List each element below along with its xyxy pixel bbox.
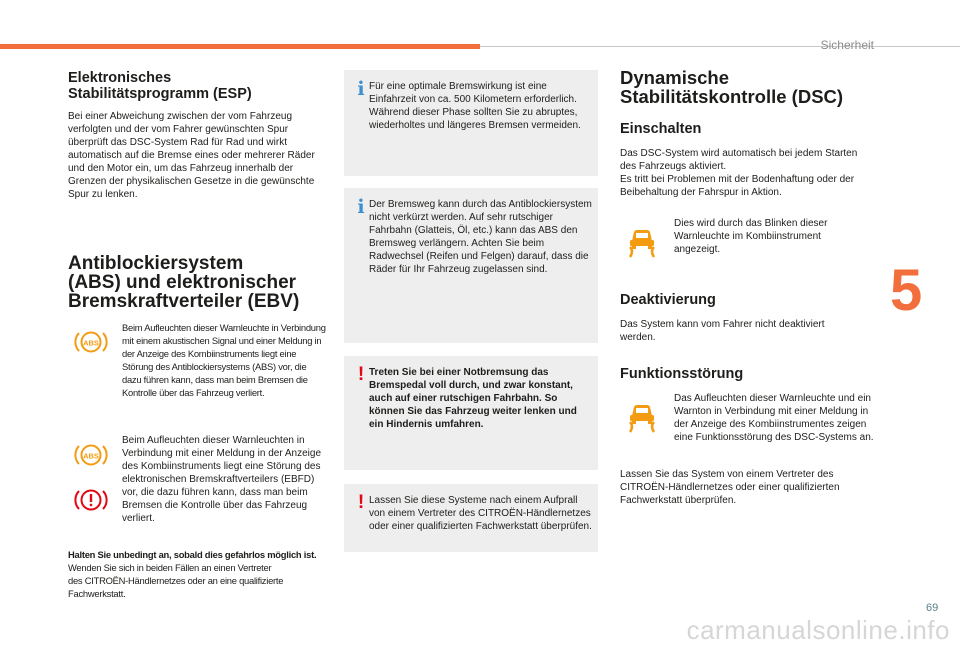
abs-icon-label: ABS	[83, 338, 99, 348]
abs-icon-label: ABS	[83, 451, 99, 461]
page-number: 69	[926, 602, 939, 614]
abs-warning-1	[68, 321, 324, 425]
header-rule	[480, 46, 960, 47]
abs-warning-icon	[74, 441, 108, 469]
info-icon: i	[357, 196, 365, 218]
warning-icon: !	[357, 364, 365, 385]
info-box-2-text: Der Bremsweg kann durch das Antiblockiersystem nicht verkürzt werden. Auf sehr rutschiger Fahrbahn (Glatteis, Öl, etc.) kann das ABS den Bremsweg verlängern. Achten Sie beim Radwechsel (Reifen und Felgen) darauf, dass die Räder für Ihr Fahrzeug zugelassen sind.	[369, 199, 592, 275]
warning-box-2-text: Lassen Sie diese Systeme nach einem Aufprall von einem Vertreter des CITROËN-Händlernetzes oder einer qualifizierten Fachwerkstatt überprüfen.	[369, 495, 592, 532]
esp-title-line2: Stabilitätsprogramm (ESP)	[68, 86, 252, 102]
dsc-on-indicator	[620, 217, 875, 272]
info-box-2	[344, 188, 598, 343]
section-title: Sicherheit	[820, 38, 874, 52]
dsc-fault-indicator-text: Das Aufleuchten dieser Warnleuchte und ein Warnton in Verbindung mit einer Meldung in der Anzeige des Kombiinstrumentes zeigen eine Funktionsstörung des DSC-Systems an.	[674, 393, 874, 443]
abs-title-line2: (ABS) und elektronischer	[68, 272, 297, 293]
abs-warning-1-text: Beim Aufleuchten dieser Warnleuchte in Verbindung mit einem akustischen Signal und einer Meldung in der Anzeige des Kombiinstruments liegt eine Störung des Antiblockiersystems (ABS) vor, die dazu führen kann, dass man beim Bremsen die Kontrolle über das Fahrzeug verliert.	[122, 322, 326, 398]
dsc-title	[620, 68, 875, 106]
abs-title-line3: Bremskraftverteiler (EBV)	[68, 291, 300, 312]
warning-icon: !	[357, 492, 365, 513]
esp-body: Bei einer Abweichung zwischen der vom Fahrzeug verfolgten und der vom Fahrer gewünschten Spur überprüft das DSC-System Rad für Rad und wirkt automatisch auf die Bremse eines oder mehrerer Räder und den Motor ein, um das Fahrzeug innerhalb der Grenzen der physikalischen Gesetze in die gewünschte Spur zu lenken.	[68, 111, 315, 200]
dsc-fault-body: Lassen Sie das System von einem Vertreter des CITROËN-Händlernetzes oder einer qualifizierten Fachwerkstatt überprüfen.	[620, 469, 840, 506]
skid-car-icon	[624, 398, 660, 434]
dsc-on-body-1: Das DSC-System wird automatisch bei jedem Starten des Fahrzeugs aktiviert.	[620, 148, 858, 172]
info-box-1	[344, 70, 598, 176]
info-box-1-text: Für eine optimale Bremswirkung ist eine Einfahrzeit von ca. 500 Kilometern erforderlich. Während dieser Phase sollten Sie zu abruptes, wiederholtes und längeres Bremsen vermeiden.	[369, 81, 581, 131]
abs-warning-2-text: Beim Aufleuchten dieser Warnleuchten in Verbindung mit einer Meldung in der Anzeige des Kombiinstruments liegt eine Störung des elektronischen Bremskraftverteilers (EBFD) vor, die dazu führen kann, dass man beim Bremsen die Kontrolle über das Fahrzeug verliert.	[122, 435, 322, 524]
chapter-number: 5	[890, 258, 923, 323]
left-column	[68, 70, 324, 600]
dsc-off-title: Deaktivierung	[620, 292, 716, 308]
abs-note-bold: Halten Sie unbedingt an, sobald dies gefahrlos möglich ist.	[68, 549, 317, 560]
abs-warning-icon	[74, 328, 108, 356]
watermark: carmanualsonline.info	[686, 615, 950, 645]
brake-warning-icon	[74, 486, 108, 514]
warning-box-1-text: Treten Sie bei einer Notbremsung das Bremspedal voll durch, und zwar konstant, auch auf einer rutschigen Fahrbahn. So können Sie das Fahrzeug weiter lenken und ein Hindernis umfahren.	[369, 367, 577, 430]
abs-title-line1: Antiblockiersystem	[68, 253, 244, 274]
dsc-on-indicator-text: Dies wird durch das Blinken dieser Warnleuchte im Kombiinstrument angezeigt.	[674, 218, 828, 255]
right-column	[620, 68, 875, 507]
abs-warning-2	[68, 434, 324, 542]
header-accent-bar	[0, 44, 480, 49]
dsc-on-title: Einschalten	[620, 121, 702, 137]
dsc-title-line1: Dynamische	[620, 67, 729, 88]
abs-note: Wenden Sie sich in beiden Fällen an einen Vertreter des CITROËN-Händlernetzes oder an eine qualifizierte Fachwerkstatt.	[68, 562, 284, 599]
info-icon: i	[357, 78, 365, 100]
warning-box-2	[344, 484, 598, 552]
dsc-fault-indicator	[620, 392, 875, 464]
abs-title	[68, 254, 324, 311]
dsc-fault-title: Funktionsstörung	[620, 366, 744, 382]
dsc-title-line2: Stabilitätskontrolle (DSC)	[620, 86, 844, 107]
warning-box-1	[344, 356, 598, 470]
dsc-off-body: Das System kann vom Fahrer nicht deaktiviert werden.	[620, 319, 825, 343]
dsc-on-body-2: Es tritt bei Problemen mit der Bodenhaftung oder der Beibehaltung der Fahrspur in Aktion.	[620, 174, 855, 198]
esp-title-line1: Elektronisches	[68, 70, 172, 86]
esp-title	[68, 70, 324, 102]
skid-car-icon	[624, 223, 660, 259]
